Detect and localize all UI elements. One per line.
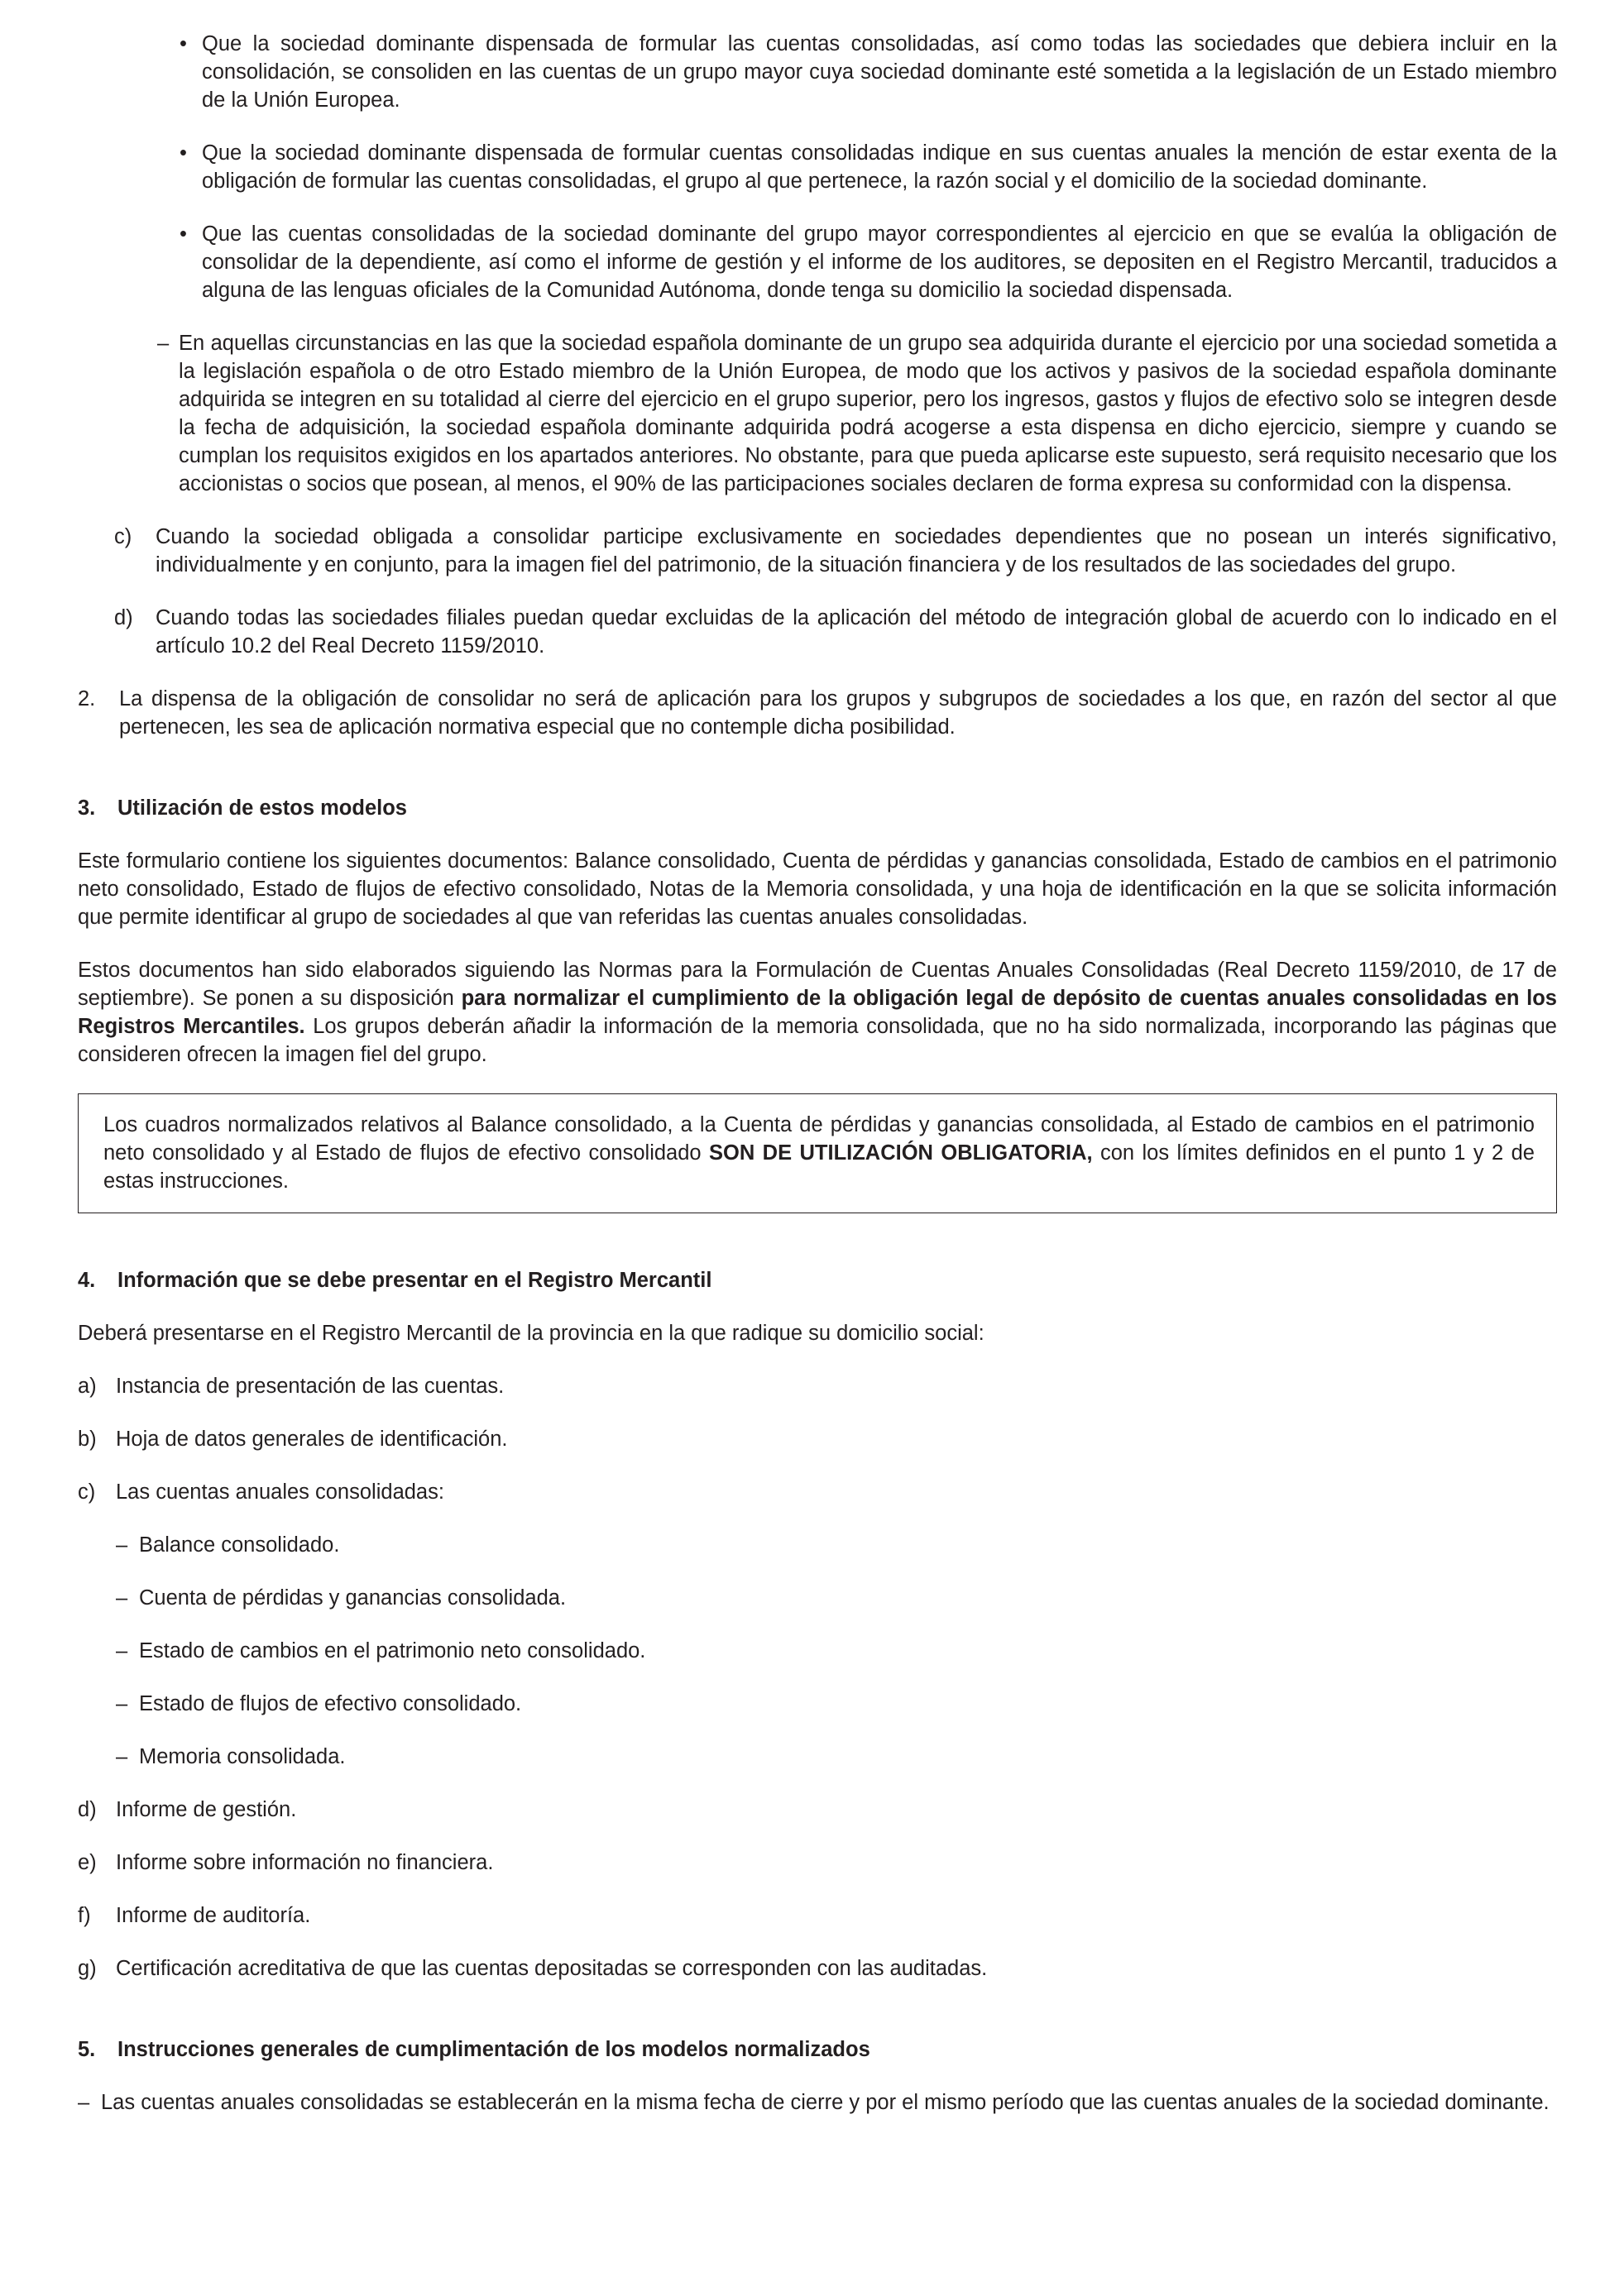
dash-marker: – bbox=[116, 1745, 128, 1768]
dash-paragraph bbox=[157, 329, 1557, 498]
dash-marker: – bbox=[116, 1533, 128, 1557]
dash-item-text: Las cuentas anuales consolidadas se establecerán en la misma fecha de cierre y por el mismo período que las cuentas anuales de la sociedad dominante. bbox=[101, 2091, 1550, 2114]
bullet-marker: • bbox=[180, 32, 187, 55]
sub-item bbox=[116, 1743, 1557, 1771]
sub-item-text: Memoria consolidada. bbox=[139, 1745, 346, 1768]
dash-marker: – bbox=[157, 332, 170, 355]
item-marker: e) bbox=[78, 1851, 97, 1874]
bullet-marker: • bbox=[180, 222, 187, 246]
item-text: Certificación acreditativa de que las cuentas depositadas se corresponden con las auditadas. bbox=[116, 1957, 988, 1980]
item-text: Las cuentas anuales consolidadas: bbox=[116, 1480, 444, 1504]
section-4-intro: Deberá presentarse en el Registro Mercantil de la provincia en la que radique su domicilio social: bbox=[78, 1322, 984, 1345]
section-5-dash-item bbox=[78, 2088, 1557, 2117]
sub-item bbox=[116, 1690, 1557, 1718]
section-number: 3. bbox=[78, 796, 96, 820]
item-text: Cuando la sociedad obligada a consolidar participe exclusivamente en sociedades dependientes que no posean un interés significativo, individualmente y en conjunto, para la imagen fiel del patrimonio, de la situación financiera y de los resultados de las sociedades del grupo. bbox=[156, 525, 1557, 576]
section-5-heading bbox=[78, 2035, 1557, 2064]
section-3-paragraph-1: Este formulario contiene los siguientes documentos: Balance consolidado, Cuenta de pérdidas y ganancias consolidada, Estado de cambios en el patrimonio neto consolidado, Estado de flujos de efectivo consolidado, Notas de la Memoria consolidada, y una hoja de identificación en la que se solicita información que permite identificar al grupo de sociedades al que van referidas las cuentas anuales consolidadas. bbox=[78, 849, 1557, 929]
sub-item bbox=[116, 1584, 1557, 1612]
point-marker: 2. bbox=[78, 687, 96, 710]
bullet-item bbox=[180, 220, 1557, 304]
point-2 bbox=[78, 685, 1557, 741]
section-4-heading bbox=[78, 1266, 1557, 1294]
item-text: Cuando todas las sociedades filiales puedan quedar excluidas de la aplicación del método de integración global de acuerdo con lo indicado en el artículo 10.2 del Real Decreto 1159/2010. bbox=[156, 606, 1557, 658]
dash-text: En aquellas circunstancias en las que la sociedad española dominante de un grupo sea adquirida durante el ejercicio por una sociedad sometida a la legislación española o de otro Estado miembro de la Unión Europea, de modo que los activos y pasivos de la sociedad española dominante adquirida se integren en su totalidad al cierre del ejercicio en el grupo superior, pero los ingresos, gastos y flujos de efectivo solo se integren desde la fecha de adquisición, la sociedad española dominante adquirida podrá acogerse a esta dispensa en dicho ejercicio, siempre y cuando se cumplan los requisitos exigidos en los apartados anteriores. No obstante, para que pueda aplicarse este supuesto, será requisito necesario que los accionistas o socios que posean, al menos, el 90% de las participaciones sociales declaren de forma expresa su conformidad con la dispensa. bbox=[179, 332, 1557, 495]
bullet-text: Que la sociedad dominante dispensada de formular las cuentas consolidadas, así como todas las sociedades que debiera incluir en la consolidación, se consoliden en las cuentas de un grupo mayor cuya sociedad dominante esté sometida a la legislación de un Estado miembro de la Unión Europea. bbox=[202, 32, 1557, 112]
item-marker: a) bbox=[78, 1375, 97, 1398]
sub-item bbox=[116, 1531, 1557, 1559]
sub-item-text: Estado de cambios en el patrimonio neto consolidado. bbox=[139, 1639, 646, 1662]
item-text: Instancia de presentación de las cuentas. bbox=[116, 1375, 505, 1398]
document-page bbox=[78, 30, 1557, 2117]
bullet-item bbox=[180, 139, 1557, 195]
letter-item-c bbox=[114, 523, 1557, 579]
section-title: Información que se debe presentar en el Registro Mercantil bbox=[117, 1269, 712, 1292]
paragraph-bold-text: para normalizar el cumplimiento de la obligación legal de depósito de cuentas anuales consolidadas en los Registros Mercantiles. bbox=[78, 987, 1557, 1038]
section-3-heading bbox=[78, 794, 1557, 822]
list-item-d bbox=[78, 1796, 1557, 1824]
dash-marker: – bbox=[116, 1586, 128, 1610]
letter-item-d bbox=[114, 604, 1557, 660]
point-text: La dispensa de la obligación de consolidar no será de aplicación para los grupos y subgrupos de sociedades a los que, en razón del sector al que pertenecen, les sea de aplicación normativa especial que no contemple dicha posibilidad. bbox=[119, 687, 1557, 739]
sub-item-text: Cuenta de pérdidas y ganancias consolidada. bbox=[139, 1586, 567, 1610]
list-item-f bbox=[78, 1901, 1557, 1930]
section-3-paragraph-2 bbox=[78, 956, 1557, 1069]
list-item-e bbox=[78, 1849, 1557, 1877]
mandatory-use-notice-box bbox=[78, 1093, 1557, 1213]
item-marker: g) bbox=[78, 1957, 97, 1980]
dash-marker: – bbox=[78, 2091, 90, 2114]
item-marker: d) bbox=[114, 606, 133, 629]
section-number: 5. bbox=[78, 2038, 96, 2061]
bullet-item bbox=[180, 30, 1557, 114]
section-number: 4. bbox=[78, 1269, 96, 1292]
notice-text-part: con los límites definidos en el punto 1 y 2 de estas instrucciones. bbox=[103, 1141, 1535, 1193]
item-text: Informe de auditoría. bbox=[116, 1904, 311, 1927]
list-item-c bbox=[78, 1478, 1557, 1506]
notice-text-part: Los cuadros normalizados relativos al Balance consolidado, a la Cuenta de pérdidas y ganancias consolidada, al Estado de cambios en el patrimonio neto consolidado y al Estado de flujos de efectivo consolidado bbox=[103, 1113, 1535, 1165]
bullet-marker: • bbox=[180, 141, 187, 165]
item-marker: d) bbox=[78, 1798, 97, 1821]
section-title: Utilización de estos modelos bbox=[117, 796, 407, 820]
notice-text bbox=[103, 1111, 1535, 1195]
notice-bold-text: SON DE UTILIZACIÓN OBLIGATORIA, bbox=[709, 1141, 1093, 1165]
list-item-a bbox=[78, 1372, 1557, 1400]
item-text: Informe sobre información no financiera. bbox=[116, 1851, 494, 1874]
sub-item bbox=[116, 1637, 1557, 1665]
section-title: Instrucciones generales de cumplimentación de los modelos normalizados bbox=[117, 2038, 870, 2061]
dash-marker: – bbox=[116, 1639, 128, 1662]
dash-marker: – bbox=[116, 1692, 128, 1715]
item-marker: c) bbox=[114, 525, 132, 548]
paragraph-text: Estos documentos han sido elaborados siguiendo las Normas para la Formulación de Cuentas Anuales Consolidadas (Real Decreto 1159/2010, de 17 de septiembre). Se ponen a su disposición bbox=[78, 959, 1557, 1010]
item-text: Hoja de datos generales de identificación. bbox=[116, 1428, 508, 1451]
list-item-b bbox=[78, 1425, 1557, 1453]
sub-item-text: Estado de flujos de efectivo consolidado. bbox=[139, 1692, 522, 1715]
bullet-text: Que las cuentas consolidadas de la sociedad dominante del grupo mayor correspondientes al ejercicio en que se evalúa la obligación de consolidar de la dependiente, así como el informe de gestión y el informe de los auditores, se depositen en el Registro Mercantil, traducidos a alguna de las lenguas oficiales de la Comunidad Autónoma, donde tenga su domicilio la sociedad dispensada. bbox=[202, 222, 1557, 302]
bullet-text: Que la sociedad dominante dispensada de formular cuentas consolidadas indique en sus cuentas anuales la mención de estar exenta de la obligación de formular las cuentas consolidadas, el grupo al que pertenece, la razón social y el domicilio de la sociedad dominante. bbox=[202, 141, 1557, 193]
paragraph-text: Los grupos deberán añadir la información de la memoria consolidada, que no ha sido normalizada, incorporando las páginas que consideren ofrecen la imagen fiel del grupo. bbox=[78, 1015, 1557, 1066]
item-marker: b) bbox=[78, 1428, 97, 1451]
list-item-g bbox=[78, 1954, 1557, 1983]
item-marker: c) bbox=[78, 1480, 96, 1504]
item-marker: f) bbox=[78, 1904, 91, 1927]
sub-item-text: Balance consolidado. bbox=[139, 1533, 340, 1557]
item-text: Informe de gestión. bbox=[116, 1798, 297, 1821]
